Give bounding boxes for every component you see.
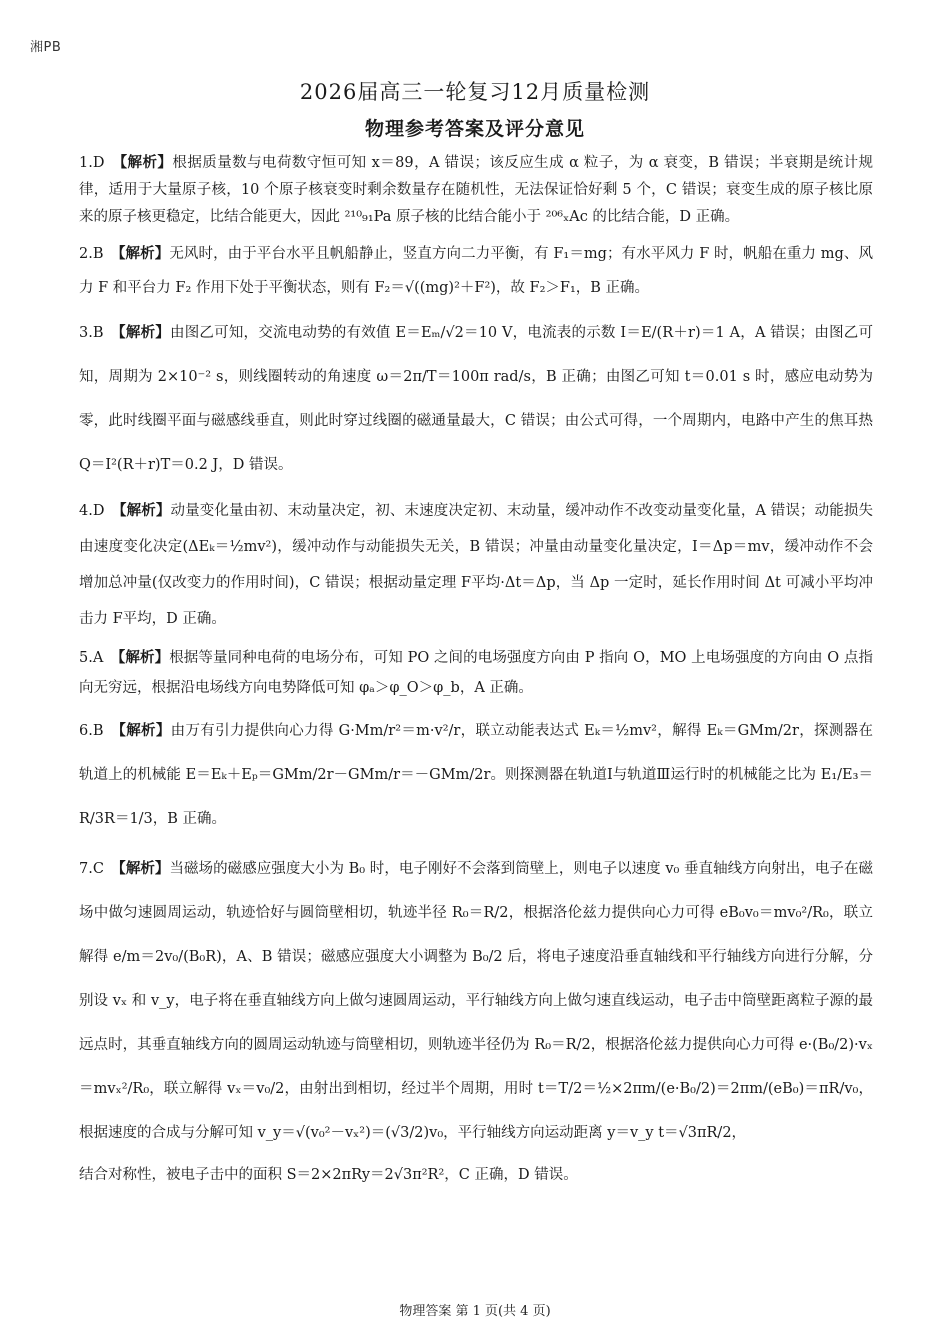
page-footer: 物理答案 第 1 页(共 4 页) <box>399 1304 551 1319</box>
answer-label: 3.B <box>79 325 104 341</box>
analysis-tag: 【解析】 <box>118 325 171 341</box>
analysis-tag: 【解析】 <box>118 861 170 877</box>
analysis-tag: 【解析】 <box>118 246 170 262</box>
analysis-tag: 【解析】 <box>118 723 171 739</box>
answer-list <box>79 150 873 1201</box>
analysis-tag: 【解析】 <box>118 650 170 666</box>
answer-5 <box>79 643 873 703</box>
corner-mark: 湘PB <box>30 40 62 55</box>
answer-label: 6.B <box>79 723 104 739</box>
answer-text: 当磁场的磁感应强度大小为 B₀ 时，电子刚好不会落到筒壁上，则电子以速度 v₀ 垂直轴线方向射出，电子在磁场中做匀速圆周运动，轨迹恰好与圆筒壁相切，轨迹半径 R₀＝R/2，根据洛伦兹力提供向心力可得 eB₀v₀＝mv₀²/R₀，联立解得 e/m＝2v₀/(B₀R)，A、B 错误；磁感应强度大小调整为 B₀/2 后，将电子速度沿垂直轴线和平行轴线方向进行分解，分别设 vₓ 和 v_y，电子将在垂直轴线方向上做匀速圆周运动，平行轴线方向上做匀速直线运动，电子击中筒壁距离粒子源的最远点时，其垂直轴线方向的圆周运动轨迹与筒壁相切，则轨迹半径仍为 R₀＝R/2，根据洛伦兹力提供向心力可得 e·(B₀/2)·vₓ＝mvₓ²/R₀，联立解得 vₓ＝v₀/2，由射出到相切，经过半个周期，用时 t＝T/2＝½×2πm/(e·B₀/2)＝2πm/(eB₀)＝πR/v₀，根据速度的合成与分解可知 v_y＝√(v₀²－vₓ²)＝(√3/2)v₀，平行轴线方向运动距离 y＝v_y t＝√3πR/2， <box>79 861 874 1141</box>
answer-7 <box>79 847 873 1195</box>
analysis-tag: 【解析】 <box>119 503 171 519</box>
answer-3 <box>79 311 873 487</box>
answer-text-continued: 结合对称性，被电子击中的面积 S＝2×2πRy＝2√3π²R²，C 正确，D 错误。 <box>79 1167 578 1183</box>
analysis-tag: 【解析】 <box>119 155 173 171</box>
answer-1 <box>79 150 873 231</box>
answer-label: 2.B <box>79 246 104 262</box>
answer-text: 动量变化量由初、末动量决定，初、末速度决定初、末动量，缓冲动作不改变动量变化量，A 错误；动能损失由速度变化决定(ΔEₖ＝½mv²)，缓冲动作与动能损失无关，B 错误；冲量由动量变化量决定，I＝Δp＝mv，缓冲动作不会增加总冲量(仅改变力的作用时间)，C 错误；根据动量定理 F平均·Δt＝Δp，当 Δp 一定时，延长作用时间 Δt 可减小平均冲击力 F平均，D 正确。 <box>79 503 874 627</box>
answer-text: 由图乙可知，交流电动势的有效值 E＝Eₘ/√2＝10 V，电流表的示数 I＝E/(R＋r)＝1 A，A 错误；由图乙可知，周期为 2×10⁻² s，则线圈转动的角速度 ω＝2π/T＝100π rad/s，B 正确；由图乙可知 t＝0.01 s 时，感应电动势为零，此时线圈平面与磁感线垂直，则此时穿过线圈的磁通量最大，C 错误；由公式可得，一个周期内，电路中产生的焦耳热 Q＝I²(R＋r)T＝0.2 J，D 错误。 <box>79 325 874 473</box>
answer-6 <box>79 709 873 841</box>
answer-text: 根据质量数与电荷数守恒可知 x＝89，A 错误；该反应生成 α 粒子，为 α 衰变，B 错误；半衰期是统计规律，适用于大量原子核，10 个原子核衰变时剩余数量存在随机性，无法保证恰好剩 5 个，C 错误；衰变生成的原子核比原来的原子核更稳定，比结合能更大，因此 ²¹⁰₉₁Pa 原子核的比结合能小于 ²⁰⁶ₓAc 的比结合能，D 正确。 <box>79 155 874 225</box>
answer-label: 1.D <box>79 155 105 171</box>
page-title: 2026届高三一轮复习12月质量检测 <box>299 80 651 104</box>
answer-label: 4.D <box>79 503 105 519</box>
answer-text: 无风时，由于平台水平且帆船静止，竖直方向二力平衡，有 F₁＝mg；有水平风力 F 时，帆船在重力 mg、风力 F 和平台力 F₂ 作用下处于平衡状态，则有 F₂＝√((mg)²＋F²)，故 F₂＞F₁，B 正确。 <box>79 246 874 296</box>
page-subtitle: 物理参考答案及评分意见 <box>364 118 585 140</box>
answer-label: 7.C <box>79 861 104 877</box>
answer-text: 由万有引力提供向心力得 G·Mm/r²＝m·v²/r，联立动能表达式 Eₖ＝½mv²，解得 Eₖ＝GMm/2r，探测器在轨道上的机械能 E＝Eₖ＋Eₚ＝GMm/2r－GMm/r＝－GMm/2r。则探测器在轨道Ⅰ与轨道Ⅲ运行时的机械能之比为 E₁/E₃＝R/3R＝1/3，B 正确。 <box>79 723 874 827</box>
answer-2 <box>79 237 873 305</box>
answer-label: 5.A <box>79 650 104 666</box>
answer-text: 根据等量同种电荷的电场分布，可知 PO 之间的电场强度方向由 P 指向 O，MO 上电场强度的方向由 O 点指向无穷远，根据沿电场线方向电势降低可知 φₐ＞φ_O＞φ_b，A 正确。 <box>79 650 874 696</box>
answer-4 <box>79 493 873 637</box>
